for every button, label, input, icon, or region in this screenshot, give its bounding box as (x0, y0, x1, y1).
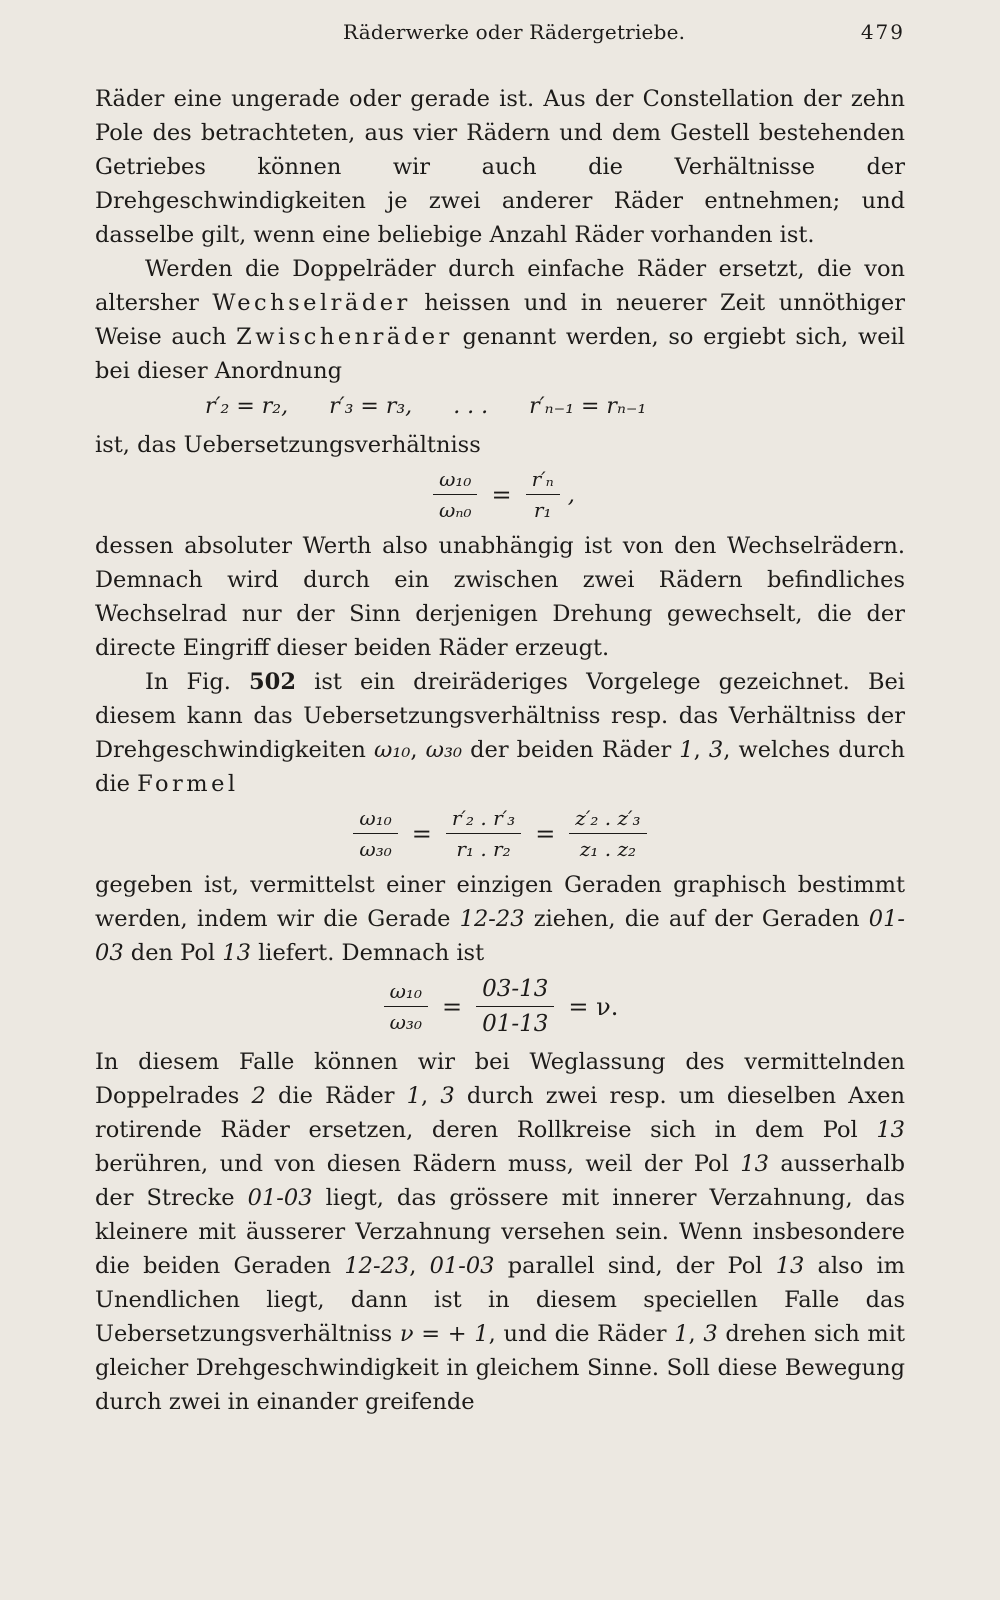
line-ist: ist, das Uebersetzungsverhältniss (95, 432, 481, 458)
p4-e: , (693, 737, 709, 763)
p6-wheel-2: 2 (251, 1083, 266, 1109)
p6-b: die Räder (265, 1083, 407, 1109)
eq1-term-1: r′₂ = r₂, (205, 394, 289, 419)
p6-a: In diesem Falle können wir bei Weglassung des vermittelnden Doppelrades (95, 1049, 905, 1109)
p4-c: , (410, 737, 426, 763)
eq1-term-2: r′₃ = r₃, (329, 394, 413, 419)
eq3-fraction-omega (353, 805, 397, 862)
eq4-den-2: 01-13 (482, 1011, 549, 1037)
eq4-nu: = ν. (568, 992, 619, 1021)
p4-a: In Fig. (145, 669, 250, 695)
p6-h: , (409, 1253, 430, 1279)
eq1-term-n: r′ₙ₋₁ = rₙ₋₁ (529, 394, 647, 419)
equation-formel (95, 805, 905, 862)
p2-text-a: Werden die Doppelräder durch einfache Räder ersetzt, die von altersher (95, 256, 905, 316)
eq2-fraction-omega (433, 466, 477, 523)
p6-k: , und die Räder (488, 1321, 675, 1347)
p6-line-12-23: 12-23 (344, 1253, 410, 1279)
p6-pole-13-a: 13 (876, 1117, 905, 1143)
p6-pole-13-c: 13 (775, 1253, 805, 1279)
term-formel: Formel (137, 771, 239, 797)
paragraph-3: dessen absoluter Werth also unabhängig ist von den Wechselrädern. Demnach wird durch ein zwischen zwei Rädern befindliches Wechselrad nur der Sinn derjenigen Drehung gewechselt, die der directe Eingriff dieser beiden Räder erzeugt. (95, 533, 905, 661)
eq3-den-1: ω₃₀ (359, 837, 392, 861)
line-01-03: 01-03 (95, 906, 905, 966)
p6-f: ausserhalb der Strecke (95, 1151, 905, 1211)
book-page (95, 14, 905, 1419)
p2-text-c: heissen und in neuerer Zeit unnöthiger Weise auch (95, 290, 905, 350)
p6-c: , (420, 1083, 441, 1109)
p6-segment-01-03: 01-03 (247, 1185, 313, 1211)
paragraph-4 (95, 665, 905, 801)
body-text (95, 82, 905, 1419)
p6-i: parallel sind, der Pol (494, 1253, 776, 1279)
eq4-equals: = (441, 992, 463, 1021)
eq4-fraction-omega (384, 978, 428, 1035)
equation-ratio (95, 466, 905, 523)
eq4-fraction-lines (476, 974, 554, 1039)
p5-c: den Pol (123, 940, 223, 966)
paragraph-6 (95, 1045, 905, 1419)
eq3-num-1: ω₁₀ (353, 805, 397, 834)
p5-a: gegeben ist, vermittelst einer einzigen Geraden graphisch bestimmt werden, indem wir die Gerade (95, 872, 905, 932)
p6-d: durch zwei resp. um dieselben Axen rotirende Räder ersetzen, deren Rollkreise sich in dem Pol (95, 1083, 905, 1143)
eq2-num-2: r′ₙ (526, 466, 560, 495)
p6-m: drehen sich mit gleicher Drehgeschwindigkeit in gleichem Sinne. Soll diese Bewegung durch zwei in einander greifende (95, 1321, 905, 1415)
eq4-den-1: ω₃₀ (389, 1010, 422, 1034)
pole-13: 13 (222, 940, 251, 966)
p6-j: also im Unendlichen liegt, dann ist in diesem speciellen Falle das Uebersetzungsverhältniss (95, 1253, 905, 1347)
p4-d: der beiden Räder (462, 737, 680, 763)
page-number: 479 (860, 20, 905, 44)
p5-b: ziehen, die auf der Geraden (524, 906, 869, 932)
figure-ref: 502 (249, 669, 296, 695)
eq3-fraction-z (569, 805, 646, 862)
p4-f: , welches durch die (95, 737, 905, 797)
p6-nu-value: ν = + 1 (399, 1321, 489, 1347)
term-wechselraeder: Wechselräder (212, 290, 411, 316)
p6-e: berühren, und von diesen Rädern muss, weil der Pol (95, 1151, 741, 1177)
eq2-den-1: ωₙ₀ (439, 498, 472, 522)
eq3-den-3: z₁ . z₂ (579, 837, 637, 861)
equation-nu (95, 974, 905, 1039)
p6-wheel-1b: 1 (674, 1321, 689, 1347)
eq2-fraction-r (526, 466, 560, 523)
equation-radii (205, 390, 905, 424)
term-zwischenraeder: Zwischenräder (236, 324, 453, 350)
p6-wheel-3b: 3 (703, 1321, 718, 1347)
eq4-num-1: ω₁₀ (384, 978, 428, 1007)
p6-pole-13-b: 13 (740, 1151, 769, 1177)
omega-30: ω₃₀ (425, 737, 463, 763)
p6-wheel-1: 1 (406, 1083, 421, 1109)
eq2-equals: = (491, 480, 512, 509)
p5-d: liefert. Demnach ist (250, 940, 485, 966)
eq3-fraction-r (446, 805, 521, 862)
paragraph-1: Räder eine ungerade oder gerade ist. Aus der Constellation der zehn Pole des betrachteten, aus vier Rädern und dem Gestell bestehenden Getriebes können wir auch die Verhältnisse der Drehgeschwindigkeiten je zwei anderer Räder entnehmen; und dasselbe gilt, wenn eine beliebige Anzahl Räder vorhanden ist. (95, 86, 905, 248)
omega-10: ω₁₀ (373, 737, 411, 763)
wheel-1: 1 (679, 737, 694, 763)
running-header (95, 14, 905, 54)
header-title: Räderwerke oder Rädergetriebe. (343, 20, 686, 44)
p6-l: , (688, 1321, 704, 1347)
p4-b: ist ein dreiräderiges Vorgelege gezeichnet. Bei diesem kann das Uebersetzungsverhältniss resp. das Verhältniss der Drehgeschwindigkeiten (95, 669, 905, 763)
eq2-num-1: ω₁₀ (433, 466, 477, 495)
eq3-equals-1: = (411, 819, 432, 848)
eq3-num-2: r′₂ . r′₃ (446, 805, 521, 834)
p6-g: liegt, das grössere mit innerer Verzahnung, das kleinere mit äusserer Verzahnung versehen sein. Wenn insbesondere die beiden Geraden (95, 1185, 906, 1279)
eq3-equals-2: = (535, 819, 556, 848)
paragraph-2 (95, 252, 905, 388)
line-12-23: 12-23 (459, 906, 525, 932)
p6-wheel-3: 3 (440, 1083, 455, 1109)
paragraph-5 (95, 868, 905, 970)
eq4-num-2: 03-13 (476, 974, 554, 1007)
eq3-den-2: r₁ . r₂ (456, 837, 511, 861)
eq2-den-2: r₁ (533, 498, 552, 522)
eq3-num-3: z′₂ . z′₃ (569, 805, 646, 834)
p2-text-e: genannt werden, so ergiebt sich, weil bei dieser Anordnung (95, 324, 905, 384)
wheel-3: 3 (708, 737, 724, 763)
eq1-ellipsis: . . . (453, 394, 489, 419)
eq2-comma: , (567, 481, 575, 508)
p6-line-01-03: 01-03 (429, 1253, 495, 1279)
